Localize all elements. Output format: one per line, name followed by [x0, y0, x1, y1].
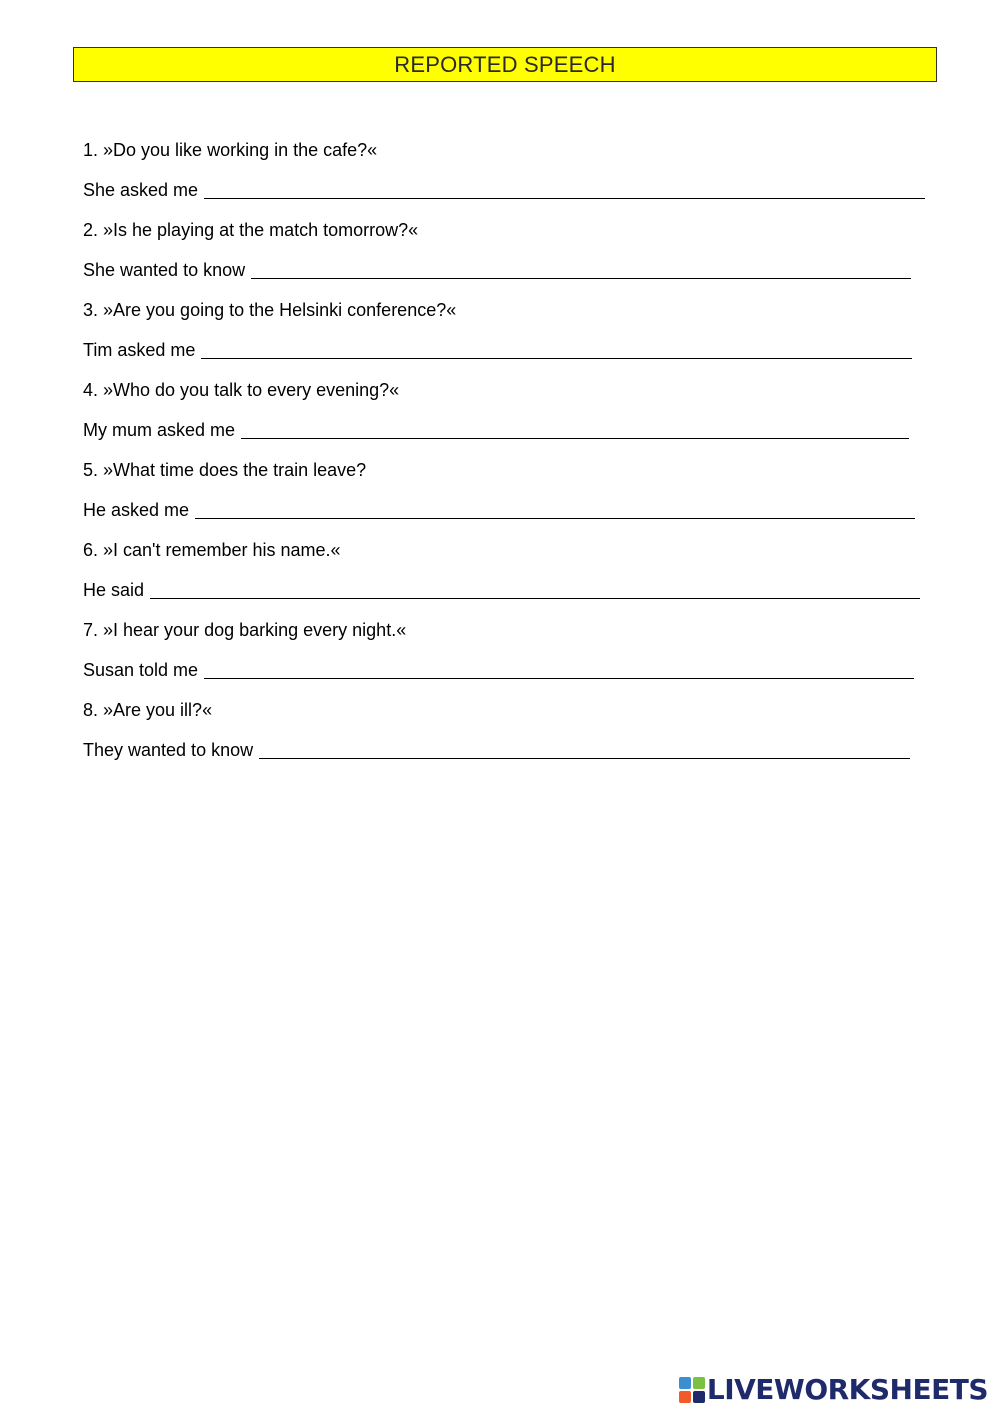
answer-stem: She asked me [83, 180, 199, 200]
answer-stem: She wanted to know [83, 260, 246, 280]
exercise-item [83, 697, 928, 777]
answer-stem: Susan told me [83, 660, 199, 680]
logo-tile [679, 1377, 691, 1389]
answer-row [83, 417, 928, 457]
answer-row [83, 577, 928, 617]
logo-tile [679, 1391, 691, 1403]
logo-tile [693, 1377, 705, 1389]
page-title: REPORTED SPEECH [394, 51, 616, 77]
exercise-list [83, 137, 928, 777]
answer-row [83, 257, 928, 297]
question-text: 3. »Are you going to the Helsinki conference?« [83, 300, 457, 320]
exercise-item [83, 217, 928, 297]
answer-blank[interactable] [259, 738, 910, 759]
logo-tile [693, 1391, 705, 1403]
answer-blank[interactable] [204, 178, 925, 199]
question-text: 8. »Are you ill?« [83, 700, 213, 720]
answer-stem: My mum asked me [83, 420, 236, 440]
question-text: 1. »Do you like working in the cafe?« [83, 140, 378, 160]
brand-name: LIVEWORKSHEETS [706, 1373, 988, 1406]
answer-row [83, 657, 928, 697]
answer-stem: Tim asked me [83, 340, 196, 360]
liveworksheets-logo-icon [679, 1377, 705, 1403]
answer-row [83, 497, 928, 537]
exercise-item [83, 617, 928, 697]
question-text: 5. »What time does the train leave? [83, 460, 367, 480]
answer-blank[interactable] [204, 658, 914, 679]
answer-blank[interactable] [150, 578, 920, 599]
question-text: 2. »Is he playing at the match tomorrow?« [83, 220, 419, 240]
exercise-item [83, 457, 928, 537]
answer-blank[interactable] [201, 338, 912, 359]
answer-blank[interactable] [195, 498, 915, 519]
answer-stem: He said [83, 580, 145, 600]
exercise-item [83, 537, 928, 617]
answer-blank[interactable] [241, 418, 909, 439]
exercise-item [83, 297, 928, 377]
title-banner [73, 47, 937, 82]
answer-stem: They wanted to know [83, 740, 254, 760]
answer-stem: He asked me [83, 500, 190, 520]
question-text: 7. »I hear your dog barking every night.« [83, 620, 407, 640]
answer-row [83, 177, 928, 217]
exercise-item [83, 377, 928, 457]
question-text: 4. »Who do you talk to every evening?« [83, 380, 400, 400]
answer-row [83, 737, 928, 777]
exercise-item [83, 137, 928, 217]
answer-blank[interactable] [251, 258, 911, 279]
answer-row [83, 337, 928, 377]
liveworksheets-brand [679, 1372, 988, 1408]
question-text: 6. »I can't remember his name.« [83, 540, 341, 560]
